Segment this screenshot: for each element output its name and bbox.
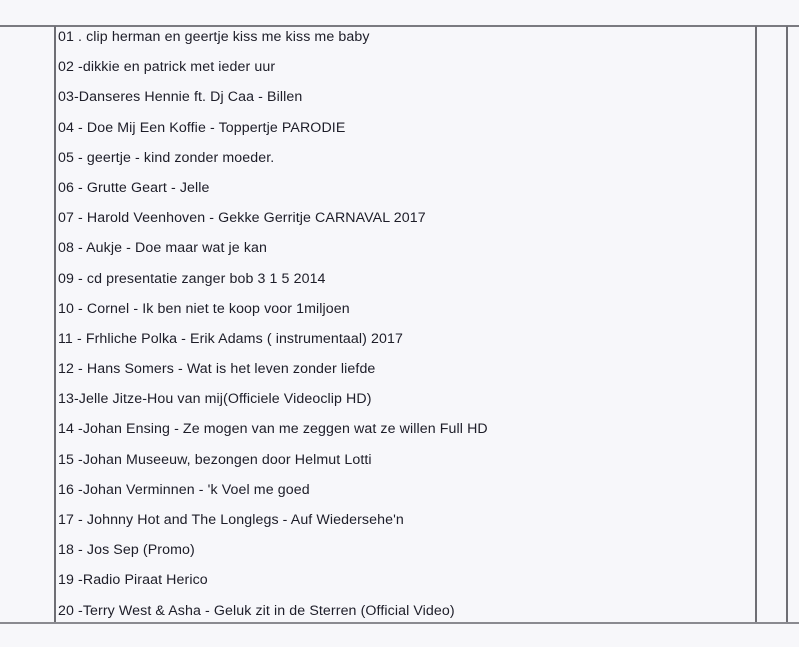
track-item: 20 -Terry West & Asha - Geluk zit in de Sterren (Official Video) (58, 602, 455, 619)
track-item: 06 - Grutte Geart - Jelle (58, 179, 210, 196)
track-item: 14 -Johan Ensing - Ze mogen van me zeggen wat ze willen Full HD (58, 421, 488, 438)
track-item: 18 - Jos Sep (Promo) (58, 542, 195, 559)
track-item: 04 - Doe Mij Een Koffie - Toppertje PARODIE (58, 119, 346, 136)
track-item: 05 - geertje - kind zonder moeder. (58, 149, 275, 166)
track-item: 08 - Aukje - Doe maar wat je kan (58, 240, 268, 257)
track-item: 19 -Radio Piraat Herico (58, 572, 208, 589)
track-item: 16 -Johan Verminnen - 'k Voel me goed (58, 481, 310, 498)
track-item: 03-Danseres Hennie ft. Dj Caa - Billen (58, 89, 303, 106)
track-item: 12 - Hans Somers - Wat is het leven zonder liefde (58, 361, 376, 378)
track-item: 11 - Frhliche Polka - Erik Adams ( instrumentaal) 2017 (58, 330, 403, 347)
track-item: 10 - Cornel - Ik ben niet te koop voor 1miljoen (58, 300, 350, 317)
track-item: 07 - Harold Veenhoven - Gekke Gerritje CARNAVAL 2017 (58, 210, 426, 227)
track-list (58, 27, 748, 631)
track-item: 02 -dikkie en patrick met ieder uur (58, 59, 276, 76)
table-right-border (755, 26, 757, 623)
track-item: 09 - cd presentatie zanger bob 3 1 5 2014 (58, 270, 326, 287)
table-outer-border (786, 26, 788, 623)
track-item: 17 - Johnny Hot and The Longlegs - Auf Wiedersehe'n (58, 512, 404, 528)
track-item: 15 -Johan Museeuw, bezongen door Helmut Lotti (58, 451, 372, 468)
track-item: 13-Jelle Jitze-Hou van mij(Officiele Videoclip HD) (58, 391, 372, 408)
table-left-border (54, 26, 56, 623)
track-item: 01 . clip herman en geertje kiss me kiss me baby (58, 29, 370, 45)
